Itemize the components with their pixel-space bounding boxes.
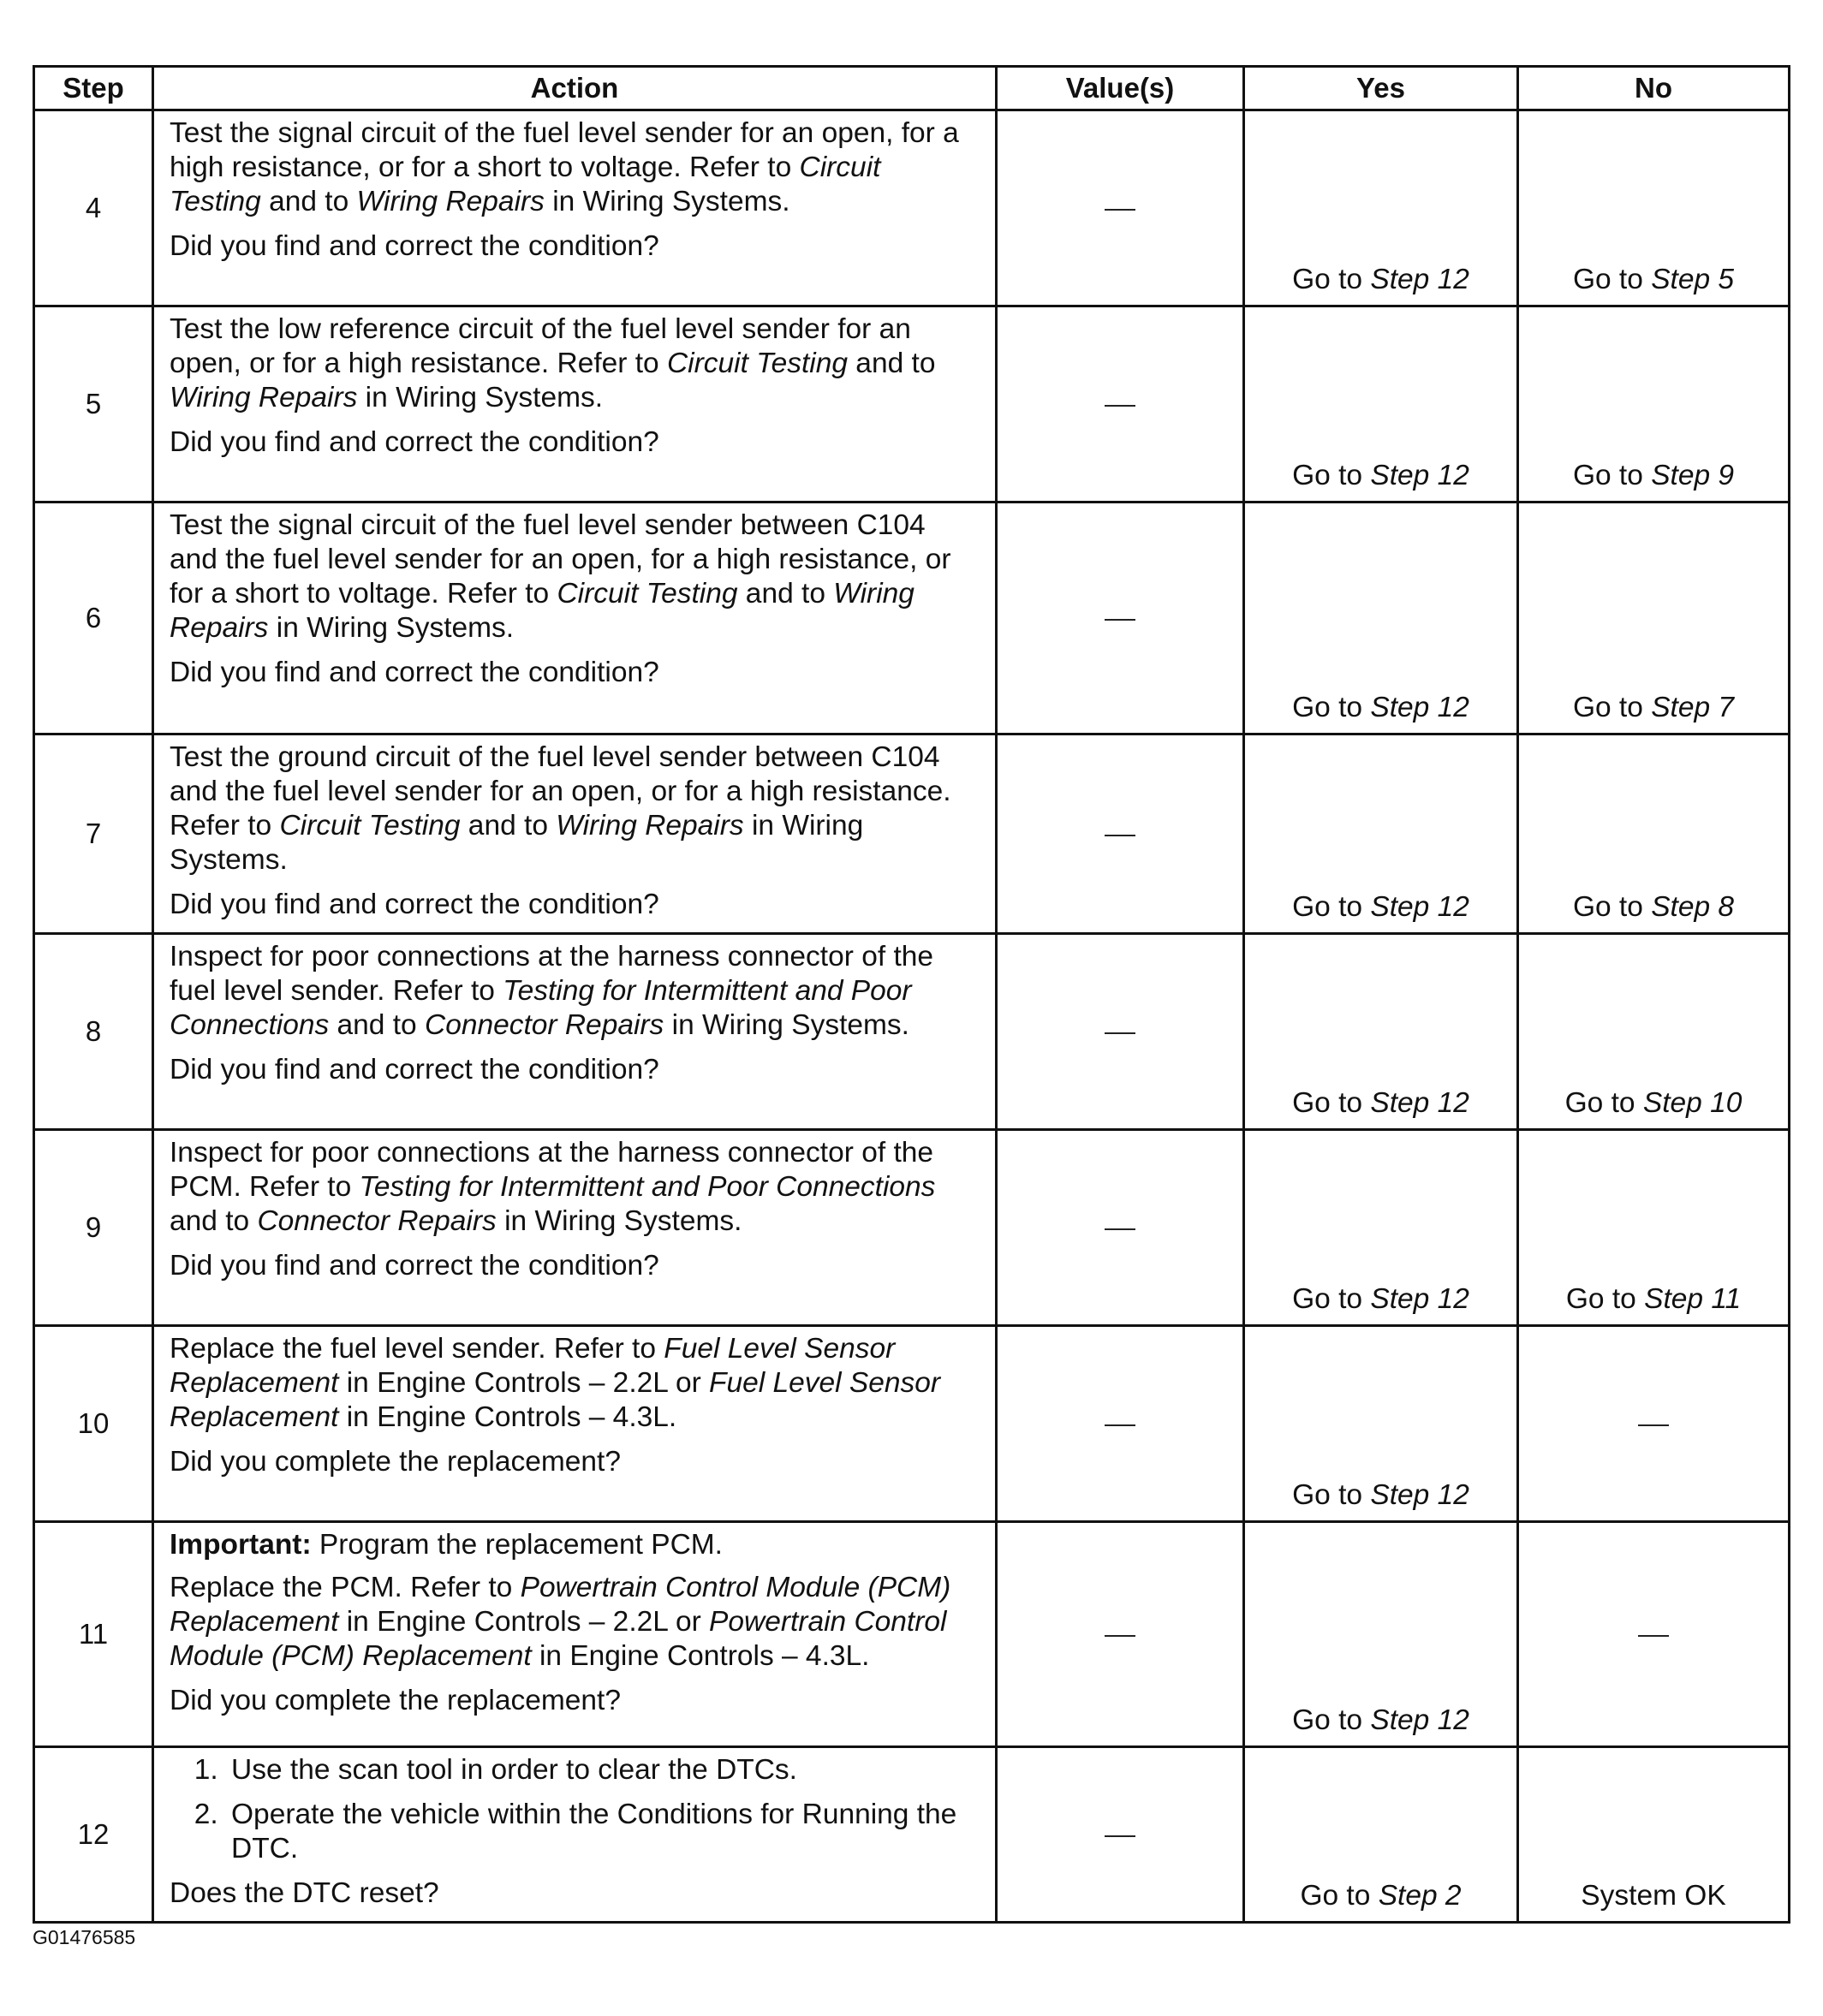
value-cell	[997, 1522, 1244, 1747]
step-number: 4	[34, 110, 153, 306]
step-number: 10	[34, 1326, 153, 1522]
important-label: Important:	[170, 1529, 312, 1561]
reference-link: Wiring Repairs	[170, 578, 914, 644]
action-text	[170, 1136, 980, 1239]
reference-link: Wiring Repairs	[556, 810, 744, 841]
header-yes: Yes	[1244, 67, 1518, 110]
result-yes	[1244, 306, 1518, 503]
reference-link: Connector Repairs	[257, 1205, 497, 1237]
go-to-label: Go to	[1292, 692, 1371, 723]
dash-mark	[1105, 619, 1135, 621]
step-reference: Step 8	[1651, 891, 1735, 923]
action-text	[170, 1571, 980, 1674]
go-to-label: Go to	[1292, 1283, 1371, 1315]
go-to-label: Go to	[1565, 1283, 1645, 1315]
header-no: No	[1518, 67, 1790, 110]
important-text: Program the replacement PCM.	[311, 1529, 723, 1561]
header-action: Action	[153, 67, 997, 110]
value-cell	[997, 1130, 1244, 1326]
result-no	[1518, 1522, 1790, 1747]
table-row	[34, 1130, 1790, 1326]
result-text: System OK	[1581, 1880, 1726, 1912]
action-fragment: and to	[460, 810, 557, 841]
step-reference: Step 12	[1370, 264, 1469, 295]
question-text: Did you find and correct the condition?	[170, 1054, 659, 1085]
dash-mark	[1105, 405, 1135, 407]
step-reference: Step 9	[1651, 460, 1735, 491]
step-reference: Step 12	[1370, 1283, 1469, 1315]
result-no	[1518, 306, 1790, 503]
go-to-label: Go to	[1292, 1087, 1371, 1119]
table-header-row	[34, 67, 1790, 110]
value-cell	[997, 934, 1244, 1130]
question-text: Did you complete the replacement?	[170, 1685, 621, 1716]
table-row	[34, 306, 1790, 503]
table-row	[34, 110, 1790, 306]
dash-mark	[1105, 1835, 1135, 1837]
action-fragment: Inspect for poor connections at the harness connector of the PCM. Refer to	[170, 1137, 934, 1203]
table-row	[34, 934, 1790, 1130]
reference-link: Circuit Testing	[557, 578, 738, 610]
action-fragment: and to	[170, 1205, 258, 1237]
question-text: Did you find and correct the condition?	[170, 1250, 659, 1282]
step-reference: Step 12	[1370, 1704, 1469, 1736]
question-text: Did you find and correct the condition?	[170, 889, 659, 920]
step-reference: Step 12	[1370, 460, 1469, 491]
go-to-label: Go to	[1300, 1880, 1379, 1912]
step-number: 9	[34, 1130, 153, 1326]
step-reference: Step 12	[1370, 692, 1469, 723]
question-text: Did you find and correct the condition?	[170, 230, 659, 262]
table-row	[34, 734, 1790, 934]
go-to-label: Go to	[1572, 692, 1652, 723]
result-yes	[1244, 1326, 1518, 1522]
reference-link: Circuit Testing	[666, 348, 848, 379]
action-text	[170, 1332, 980, 1435]
action-fragment: and to	[848, 348, 936, 379]
question-text: Did you complete the replacement?	[170, 1446, 621, 1478]
value-cell	[997, 110, 1244, 306]
diagnostic-table	[33, 65, 1790, 1924]
result-no	[1518, 934, 1790, 1130]
action-cell	[153, 1522, 997, 1747]
step-number: 11	[34, 1522, 153, 1747]
value-cell	[997, 734, 1244, 934]
action-cell	[153, 306, 997, 503]
reference-link: Powertrain Control Module (PCM) Replacement	[170, 1572, 951, 1638]
result-no	[1518, 734, 1790, 934]
result-no	[1518, 1747, 1790, 1923]
procedure-item: 2. Operate the vehicle within the Conditions for Running the DTC.	[226, 1798, 980, 1866]
reference-link: Connector Repairs	[425, 1009, 664, 1041]
action-fragment: in Engine Controls – 2.2L or	[338, 1606, 710, 1638]
question-text: Did you find and correct the condition?	[170, 657, 659, 688]
action-fragment: in Engine Controls – 2.2L or	[338, 1367, 710, 1399]
go-to-label: Go to	[1292, 1704, 1371, 1736]
go-to-label: Go to	[1292, 1479, 1371, 1511]
table-row	[34, 1326, 1790, 1522]
action-fragment: Test the signal circuit of the fuel level sender between C104 and the fuel level sender for an open, for a high resistance, or for a short to voltage. Refer to	[170, 509, 951, 610]
table-row	[34, 1747, 1790, 1923]
result-yes	[1244, 1130, 1518, 1326]
action-fragment: in Wiring Systems.	[357, 382, 604, 413]
result-yes	[1244, 110, 1518, 306]
reference-link: Testing for Intermittent and Poor Connections	[359, 1171, 936, 1203]
go-to-label: Go to	[1572, 460, 1652, 491]
table-body	[34, 110, 1790, 1923]
dash-mark	[1105, 209, 1135, 211]
procedure-list	[170, 1753, 980, 1866]
action-fragment: in Wiring Systems.	[664, 1009, 909, 1041]
step-reference: Step 7	[1651, 692, 1735, 723]
action-fragment: Inspect for poor connections at the harness connector of the fuel level sender. Refer to	[170, 941, 934, 1007]
action-fragment: and to	[737, 578, 834, 610]
step-number: 8	[34, 934, 153, 1130]
action-fragment: Replace the PCM. Refer to	[170, 1572, 521, 1603]
reference-link: Circuit Testing	[170, 152, 881, 217]
action-fragment: and to	[329, 1009, 425, 1041]
value-cell	[997, 306, 1244, 503]
step-reference: Step 11	[1644, 1283, 1742, 1315]
reference-link: Powertrain Control Module (PCM) Replacement	[170, 1606, 947, 1672]
dash-mark	[1638, 1635, 1669, 1637]
action-cell	[153, 110, 997, 306]
action-fragment: Test the ground circuit of the fuel level sender between C104 and the fuel level sender for an open, or for a high resistance. Refer to	[170, 741, 951, 841]
go-to-label: Go to	[1564, 1087, 1643, 1119]
reference-link: Testing for Intermittent and Poor Connections	[170, 975, 912, 1041]
question-text: Does the DTC reset?	[170, 1877, 439, 1909]
result-no	[1518, 503, 1790, 734]
action-fragment: and to	[260, 186, 357, 217]
action-cell	[153, 1747, 997, 1923]
action-text	[170, 940, 980, 1043]
go-to-label: Go to	[1292, 891, 1371, 923]
action-fragment: in Wiring Systems.	[268, 612, 515, 644]
action-fragment: in Engine Controls – 4.3L.	[338, 1401, 677, 1433]
dash-mark	[1105, 1635, 1135, 1637]
go-to-label: Go to	[1572, 264, 1652, 295]
step-reference: Step 5	[1651, 264, 1735, 295]
action-text	[170, 508, 980, 645]
action-text	[170, 116, 980, 219]
step-reference: Step 12	[1370, 1087, 1469, 1119]
figure-id: G01476585	[33, 1926, 136, 1948]
value-cell	[997, 1326, 1244, 1522]
result-no	[1518, 110, 1790, 306]
dash-mark	[1105, 1424, 1135, 1426]
result-no	[1518, 1326, 1790, 1522]
action-fragment: Test the signal circuit of the fuel level sender for an open, for a high resistance, or for a short to voltage. Refer to	[170, 117, 959, 183]
reference-link: Wiring Repairs	[170, 382, 358, 413]
step-number: 7	[34, 734, 153, 934]
action-cell	[153, 734, 997, 934]
action-cell	[153, 1130, 997, 1326]
result-yes	[1244, 1747, 1518, 1923]
action-cell	[153, 934, 997, 1130]
important-note	[170, 1528, 980, 1562]
go-to-label: Go to	[1292, 460, 1371, 491]
action-cell	[153, 503, 997, 734]
go-to-label: Go to	[1292, 264, 1371, 295]
value-cell	[997, 1747, 1244, 1923]
result-yes	[1244, 1522, 1518, 1747]
step-reference: Step 12	[1370, 1479, 1469, 1511]
reference-link: Wiring Repairs	[356, 186, 545, 217]
reference-link: Fuel Level Sensor Replacement	[170, 1333, 896, 1399]
procedure-item: 1. Use the scan tool in order to clear the DTCs.	[226, 1753, 980, 1787]
result-yes	[1244, 503, 1518, 734]
step-reference: Step 10	[1642, 1087, 1743, 1119]
table-row	[34, 503, 1790, 734]
go-to-label: Go to	[1572, 891, 1652, 923]
result-yes	[1244, 734, 1518, 934]
header-step: Step	[34, 67, 153, 110]
action-cell	[153, 1326, 997, 1522]
step-number: 6	[34, 503, 153, 734]
question-text: Did you find and correct the condition?	[170, 426, 659, 458]
result-no	[1518, 1130, 1790, 1326]
dash-mark	[1105, 1032, 1135, 1034]
reference-link: Fuel Level Sensor Replacement	[170, 1367, 941, 1433]
header-values: Value(s)	[997, 67, 1244, 110]
table-row	[34, 1522, 1790, 1747]
value-cell	[997, 503, 1244, 734]
result-yes	[1244, 934, 1518, 1130]
action-fragment: in Wiring Systems.	[496, 1205, 742, 1237]
reference-link: Circuit Testing	[279, 810, 461, 841]
action-fragment: in Engine Controls – 4.3L.	[531, 1640, 870, 1672]
dash-mark	[1105, 1228, 1135, 1230]
action-fragment: in Wiring Systems.	[170, 810, 864, 876]
action-text	[170, 312, 980, 415]
action-text	[170, 740, 980, 877]
step-reference: Step 12	[1370, 891, 1469, 923]
dash-mark	[1105, 835, 1135, 836]
step-number: 12	[34, 1747, 153, 1923]
action-fragment: Replace the fuel level sender. Refer to	[170, 1333, 664, 1365]
dash-mark	[1638, 1424, 1669, 1426]
action-fragment: Test the low reference circuit of the fuel level sender for an open, or for a high resistance. Refer to	[170, 313, 911, 379]
action-fragment: in Wiring Systems.	[544, 186, 790, 217]
step-reference: Step 2	[1378, 1880, 1462, 1912]
step-number: 5	[34, 306, 153, 503]
